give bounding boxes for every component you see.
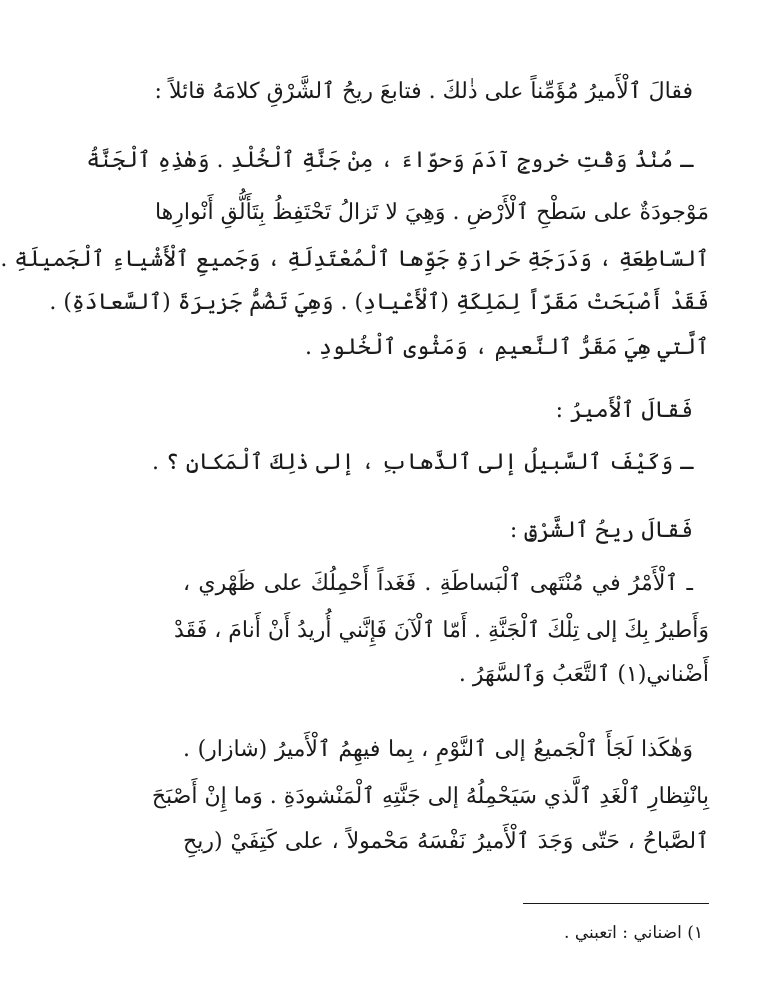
text-line: فَقالَ ريحُ ٱلشَّرْقِ : bbox=[509, 518, 693, 543]
text-line: بِانْتِظارِ ٱلْغَدِ ٱلَّذي سَيَحْمِلُهُ إلى جَنَّتِهِ ٱلْمَنْشودَةِ . وَما إِنْ أَصْبَحَ bbox=[151, 784, 709, 809]
text-line: ٱلسّاطِعَةِ ، وَدَرَجَةِ حَرارَةِ جَوِّها ٱلْمُعْتَدِلَةِ ، وَجَميعِ ٱلْأَشْياءِ ٱلْجَميلَةِ . bbox=[0, 247, 709, 272]
text-line: فَقالَ ٱلْأَميرُ : bbox=[555, 398, 693, 423]
text-line: ـ ٱلْأَمْرُ في مُنْتَهى ٱلْبَساطَةِ . فَغَداً أَحْمِلُكَ على ظَهْري ، bbox=[183, 571, 693, 596]
text-line: فقالَ ٱلْأَميرُ مُؤَمِّناً على ذٰلكَ . فتابعَ ريحُ ٱلشَّرْقِ كلامَهُ قائلاً : bbox=[154, 79, 693, 104]
text-line: ـ وَكَيْفَ ٱلسَّبيلُ إلى ٱلذَّهابِ ، إلى ذٰلِكَ ٱلْمَكانِ ؟ . bbox=[152, 450, 693, 475]
text-line: مَوْجودَةٌ على سَطْحِ ٱلْأَرْضِ . وَهِيَ لا تَزالُ تَحْتَفِظُ بِتَأَلُّقِ أَنْوارِها bbox=[154, 200, 709, 225]
text-line: وَأَطيرُ بِكَ إلى تِلْكَ ٱلْجَنَّةِ . أَمّا ٱلْآنَ فَإِنَّني أُريدُ أَنْ أَنامَ ، فَقَدْ bbox=[174, 618, 709, 643]
text-line: ٱلصَّباحُ ، حَتّى وَجَدَ ٱلْأَميرُ نَفْسَهُ مَحْمولاً ، على كَتِفَيْ (ريحِ bbox=[183, 829, 709, 854]
footnote: ١) اضناني : اتعبني . bbox=[564, 923, 703, 943]
text-line: وَهٰكَذا لَجَأَ ٱلْجَميعُ إلى ٱلنَّوْمِ ، بِما فيهِمُ ٱلْأَميرُ (شازار) . bbox=[183, 737, 693, 762]
text-line: ٱلَّتي هِيَ مَقَرُّ ٱلنَّعيمِ ، وَمَثْوى ٱلْخُلودِ . bbox=[305, 335, 709, 360]
text-line: فَقَدْ أَصْبَحَتْ مَقَرّاً لِمَلِكَةِ (ٱلْأَعْيادِ) . وَهِيَ تَضُمُّ جَزيرَةَ (ٱلسَّعادَةِ) . bbox=[49, 290, 709, 315]
footnote-divider bbox=[523, 903, 709, 904]
text-line: أَضْناني(١) ٱلتَّعَبُ وَٱلسَّهَرُ . bbox=[458, 662, 709, 687]
text-line: ـ مُنْذُ وَقْتِ خروجِ آدَمَ وَحوّاءَ ، مِنْ جَنَّةِ ٱلْخُلْدِ . وَهٰذِهِ ٱلْجَنَّةُ bbox=[86, 148, 693, 173]
